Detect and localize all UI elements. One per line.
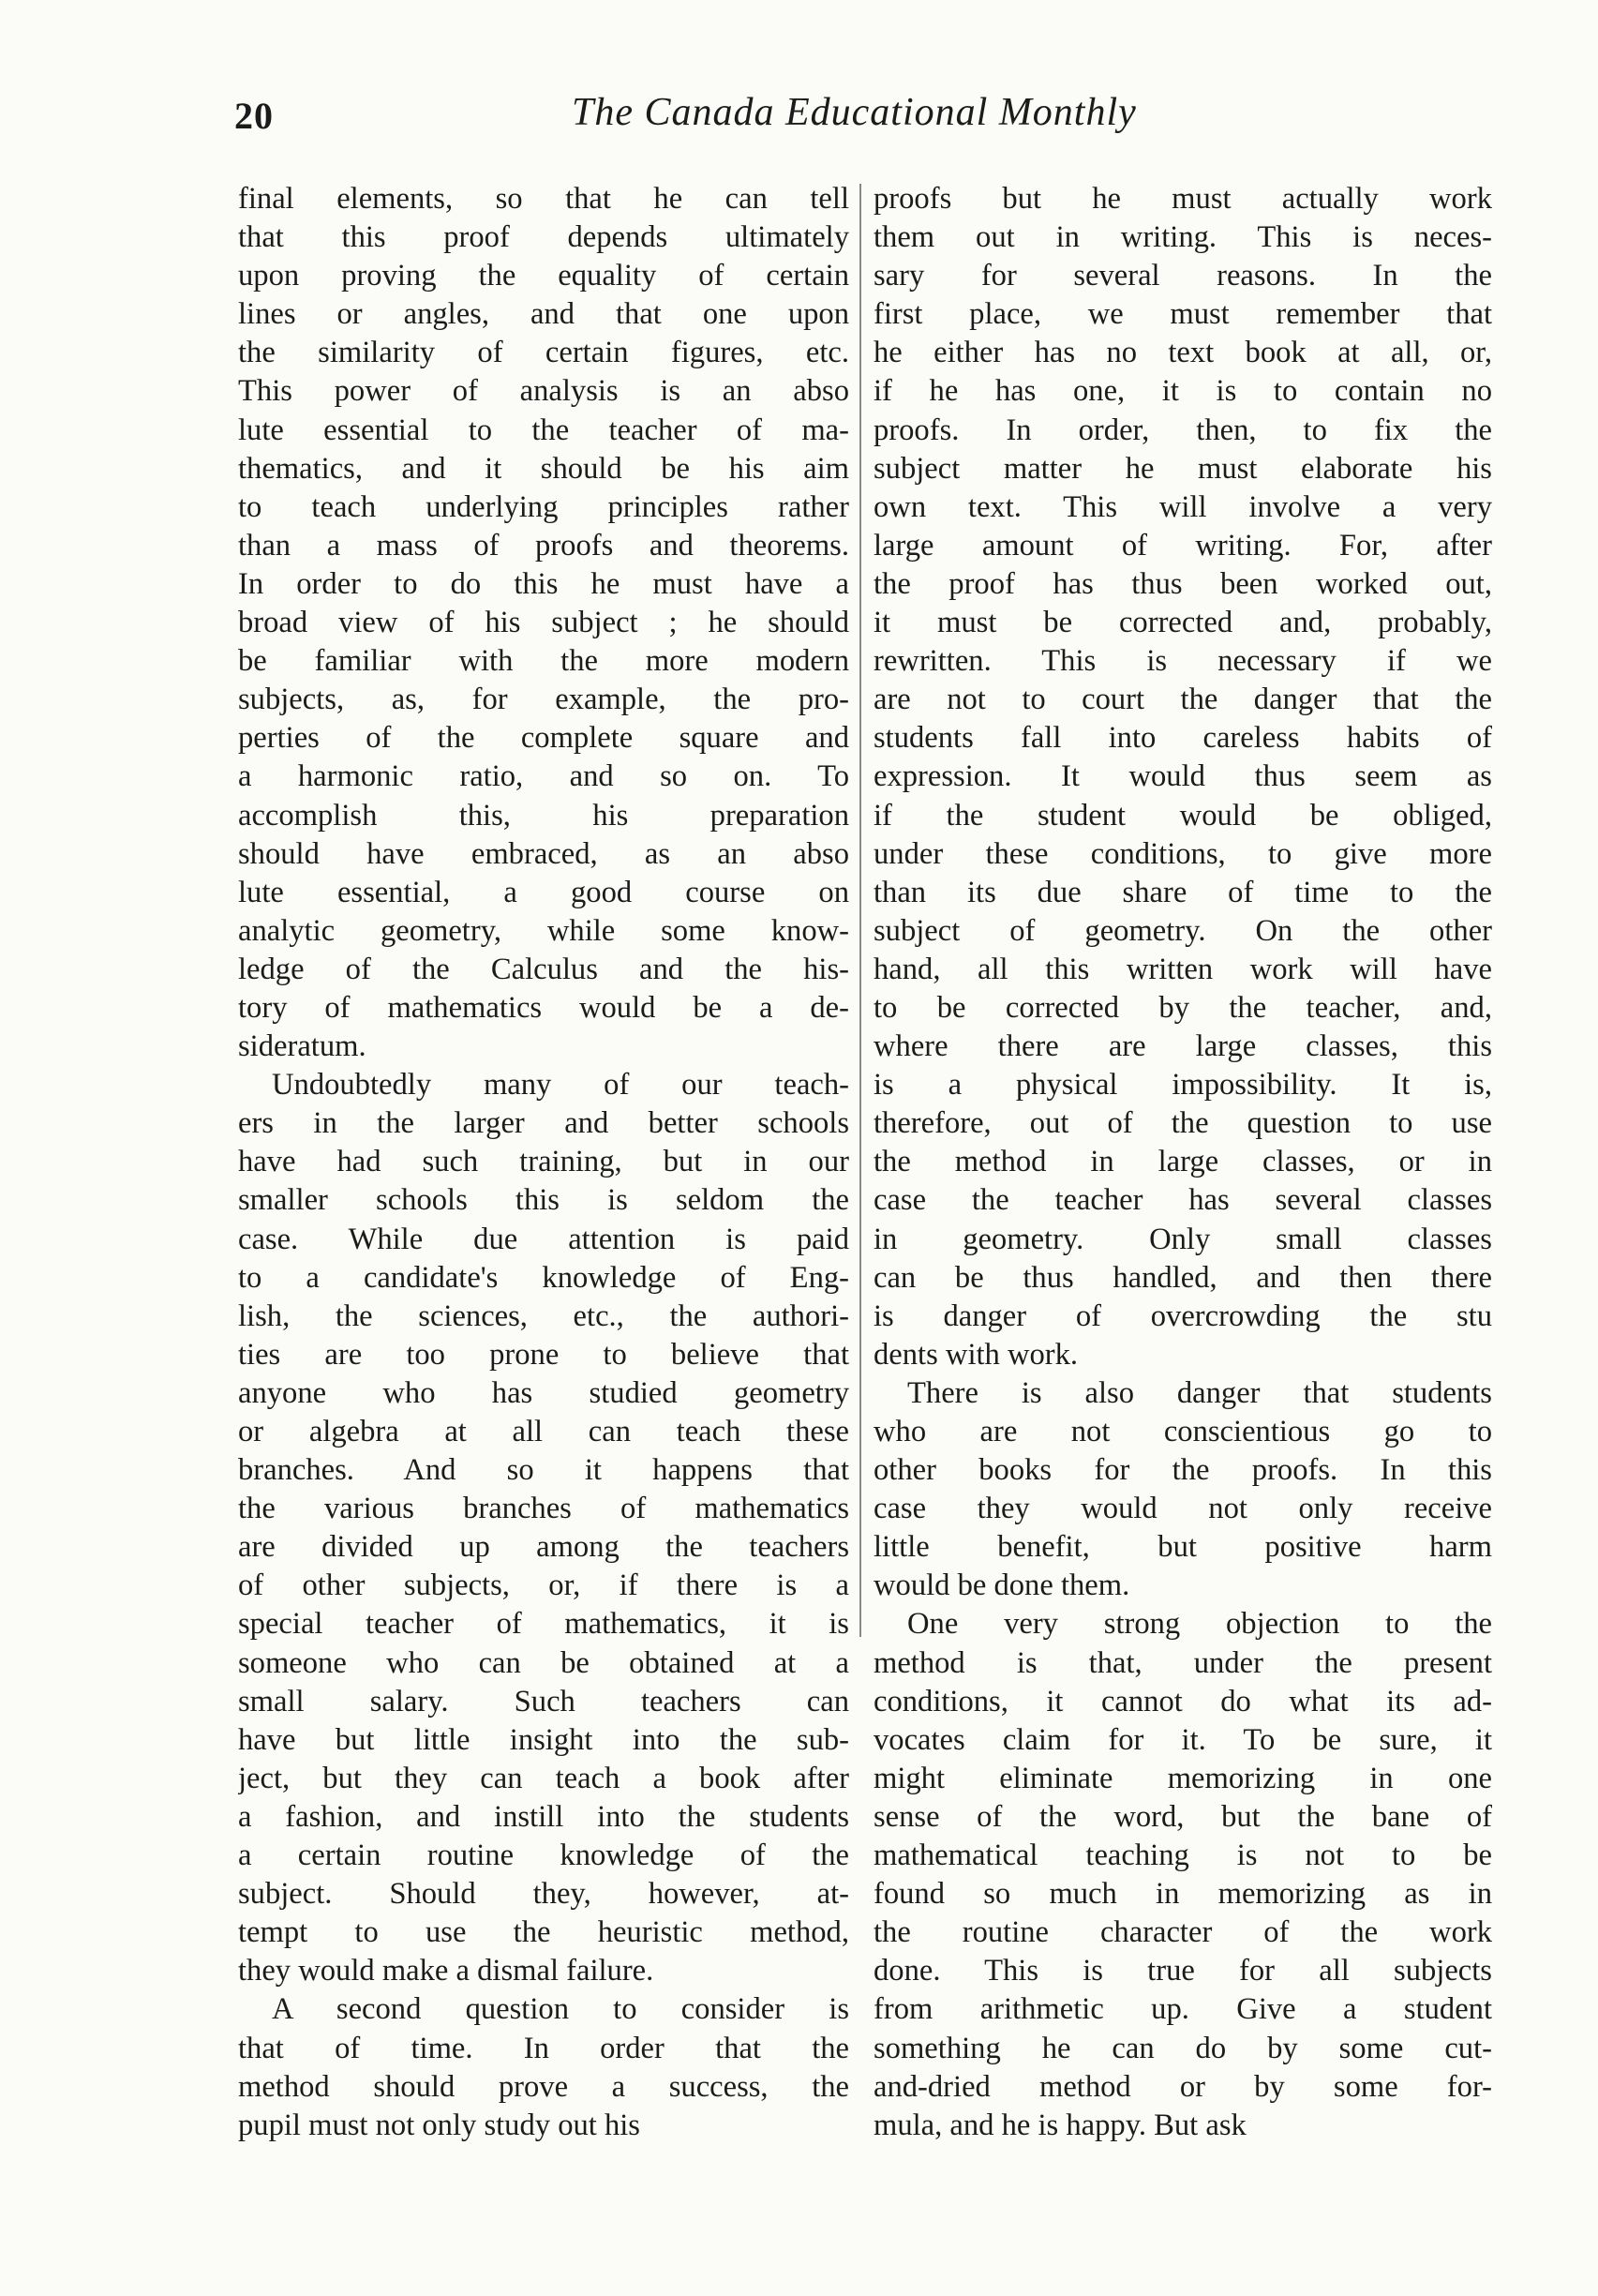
text-line: sense of the word, but the bane of [874,1799,1492,1834]
text-line: a certain routine knowledge of the [238,1838,849,1873]
text-line: might eliminate memorizing in one [874,1761,1492,1795]
text-line: ties are too prone to believe that [238,1337,849,1372]
text-line: and-dried method or by some for- [874,2069,1492,2104]
text-line: he either has no text book at all, or, [874,336,1492,370]
text-line: to a candidate's knowledge of Eng- [238,1260,849,1295]
text-line: branches. And so it happens that [238,1453,849,1488]
text-line: a fashion, and instill into the students [238,1799,849,1834]
text-line: accomplish this, his preparation [238,798,849,833]
text-line: There is also danger that students [907,1375,1492,1410]
running-header [234,90,1490,146]
text-line: anyone who has studied geometry [238,1375,849,1410]
text-line: in geometry. Only small classes [874,1222,1492,1256]
text-line: that of time. In order that the [238,2031,849,2065]
text-line: to teach underlying principles rather [238,489,849,524]
text-line: method is that, under the present [874,1645,1492,1680]
text-line: proofs but he must actually work [874,182,1492,216]
left-column [238,180,849,2145]
paragraph [874,1374,1492,1606]
text-line: case they would not only receive [874,1492,1492,1526]
text-line: or algebra at all can teach these [238,1415,849,1448]
text-line: is a physical impossibility. It is, [874,1068,1492,1103]
text-line: the various branches of mathematics [238,1492,849,1526]
text-line: to be corrected by the teacher, and, [874,990,1492,1025]
text-line: them out in writing. This is neces- [874,220,1492,255]
text-line: if he has one, it is to contain no [874,374,1492,409]
text-line: would be done them. [874,1568,1130,1603]
text-line: should have embraced, as an abso [238,836,849,871]
paragraph [238,1066,849,1990]
text-line: the method in large classes, or in [874,1145,1492,1179]
text-line: conditions, it cannot do what its ad- [874,1684,1492,1718]
text-line: than a mass of proofs and theorems. [238,528,849,563]
text-line: the routine character of the work [874,1915,1492,1950]
text-line: final elements, so that he can tell [238,182,849,216]
text-line: are not to court the danger that the [874,683,1492,717]
text-line: small salary. Such teachers can [238,1684,849,1718]
text-line: method should prove a success, the [238,2069,849,2104]
text-line: other books for the proofs. In this [874,1453,1492,1488]
right-column [874,180,1492,2145]
text-line: case. While due attention is paid [238,1222,849,1256]
text-line: upon proving the equality of certain [238,259,849,293]
text-line: smaller schools this is seldom the [238,1183,849,1218]
text-line: lute essential to the teacher of ma- [238,413,849,447]
text-line: expression. It would thus seem as [874,759,1492,794]
text-line: ledge of the Calculus and the his- [238,952,849,986]
text-line: pupil must not only study out his [238,2108,640,2142]
text-line: ject, but they can teach a book after [238,1761,849,1795]
text-line: mula, and he is happy. But ask [874,2108,1247,2142]
text-line: Undoubtedly many of our teach- [272,1068,849,1103]
text-line: have but little insight into the sub- [238,1722,849,1757]
text-line: something he can do by some cut- [874,2031,1492,2065]
text-line: are divided up among the teachers [238,1530,849,1565]
text-line: ers in the larger and better schools [238,1106,849,1141]
text-line: from arithmetic up. Give a student [874,1992,1492,2027]
text-line: A second question to consider is [272,1992,849,2027]
text-line: a harmonic ratio, and so on. To [238,759,849,794]
text-line: subject of geometry. On the other [874,913,1492,948]
text-line: large amount of writing. For, after [874,528,1492,563]
text-line: they would make a dismal failure. [238,1954,654,1988]
text-line: sideratum. [238,1029,366,1064]
text-line: can be thus handled, and then there [874,1260,1492,1295]
text-line: subject matter he must elaborate his [874,451,1492,486]
paragraph [874,180,1492,1374]
text-line: than its due share of time to the [874,875,1492,909]
text-line: students fall into careless habits of [874,721,1492,756]
text-line: One very strong objection to the [907,1607,1492,1642]
text-line: tory of mathematics would be a de- [238,990,849,1025]
text-line: subjects, as, for example, the pro- [238,683,849,717]
text-line: lish, the sciences, etc., the authori- [238,1298,849,1333]
text-line: it must be corrected and, probably, [874,606,1492,640]
text-line: the proof has thus been worked out, [874,566,1492,601]
text-line: mathematical teaching is not to be [874,1838,1492,1873]
text-line: vocates claim for it. To be sure, it [874,1722,1492,1757]
text-line: lute essential, a good course on [238,875,849,909]
text-line: sary for several reasons. In the [874,259,1492,293]
text-line: tempt to use the heuristic method, [238,1915,849,1950]
text-line: of other subjects, or, if there is a [238,1568,849,1603]
text-line: where there are large classes, this [874,1029,1492,1064]
paragraph [238,1990,849,2144]
text-line: rewritten. This is necessary if we [874,644,1492,679]
text-line: therefore, out of the question to use [874,1106,1492,1141]
text-line: This power of analysis is an abso [238,374,849,409]
text-line: case the teacher has several classes [874,1183,1492,1218]
page-number: 20 [234,95,274,137]
text-line: hand, all this written work will have [874,952,1492,986]
paragraph [874,1605,1492,2144]
text-line: own text. This will involve a very [874,489,1492,524]
text-line: special teacher of mathematics, it is [238,1607,849,1642]
text-line: thematics, and it should be his aim [238,451,849,486]
text-line: broad view of his subject ; he should [238,606,849,640]
text-line: have had such training, but in our [238,1145,849,1179]
running-title: The Canada Educational Monthly [572,91,1137,134]
text-line: is danger of overcrowding the stu [874,1298,1492,1333]
text-line: someone who can be obtained at a [238,1645,849,1680]
text-line: first place, we must remember that [874,297,1492,332]
text-line: if the student would be obliged, [874,798,1492,833]
text-line: dents with work. [874,1337,1079,1372]
text-line: lines or angles, and that one upon [238,297,849,332]
text-line: done. This is true for all subjects [874,1954,1492,1988]
text-line: the similarity of certain figures, etc. [238,336,849,370]
text-line: proofs. In order, then, to fix the [874,413,1492,447]
text-line: perties of the complete square and [238,721,849,756]
text-line: subject. Should they, however, at- [238,1877,849,1912]
text-line: found so much in memorizing as in [874,1877,1492,1912]
text-line: under these conditions, to give more [874,836,1492,871]
paragraph [238,180,849,1066]
text-line: that this proof depends ultimately [238,220,849,255]
column-divider [859,184,861,1637]
text-line: In order to do this he must have a [238,566,849,601]
text-line: analytic geometry, while some know- [238,913,849,948]
text-line: who are not conscientious go to [874,1415,1492,1448]
text-line: little benefit, but positive harm [874,1530,1492,1565]
text-line: be familiar with the more modern [238,644,849,679]
